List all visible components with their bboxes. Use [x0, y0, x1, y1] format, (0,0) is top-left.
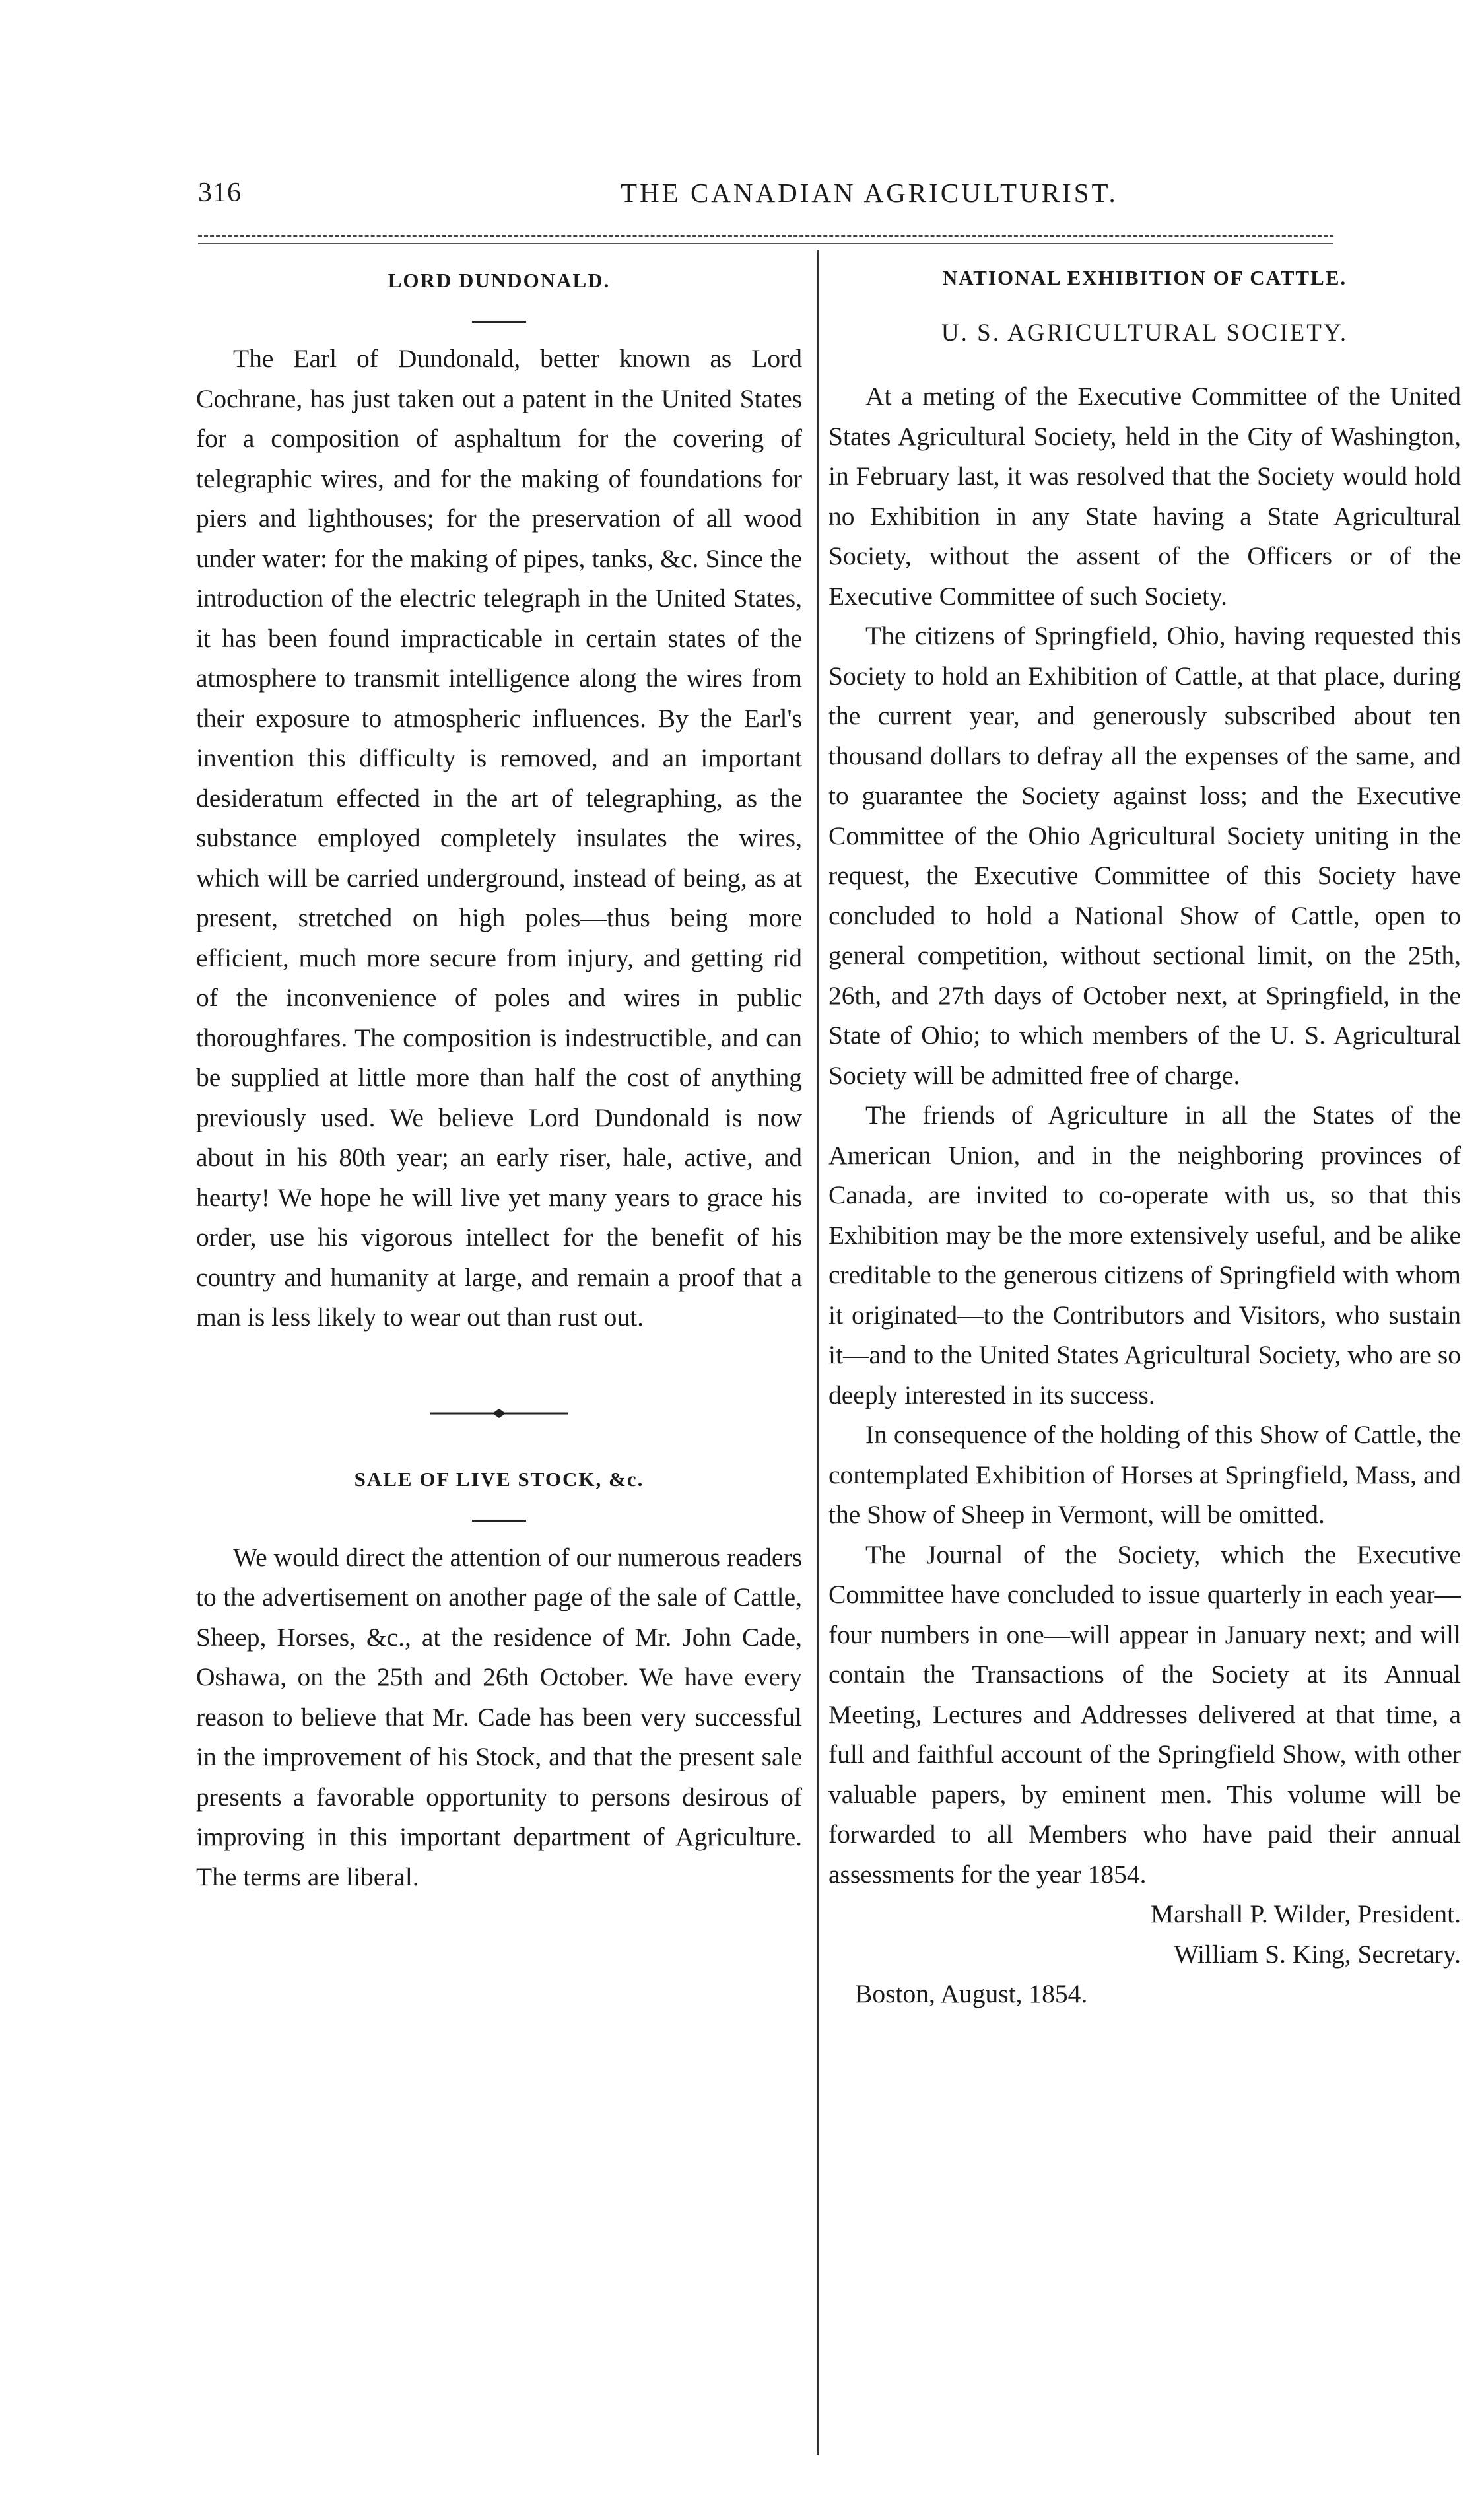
place-date: Boston, August, 1854.	[855, 1979, 1088, 2008]
left-column	[196, 264, 802, 1897]
paragraph-3: The friends of Agriculture in all the States of the American Union, and in the neighboring provinces of Canada, are invited to co-operate with us, so that this Exhibition may be the more extensively useful, and be alike creditable to the generous citizens of Springfield with whom it originated—to the Contributors and Visitors, who sustain it—and to the United States Agricultural Society, who are so deeply interested in its success.	[828, 1101, 1461, 1409]
column-divider	[817, 250, 819, 2455]
page-number: 316	[198, 178, 242, 208]
header-rule-secondary	[198, 243, 1333, 244]
article-body-dundonald: The Earl of Dundonald, better known as Lord Cochrane, has just taken out a patent in the United States for a composition of asphaltum for the covering of telegraphic wires, and for the making of foundations for piers and lighthouses; for the preservation of all wood under water: for the making of pipes, tanks, &c. Since the introduction of the electric telegraph in the United States, it has been found impracticable in certain states of the atmosphere to transmit intelligence along the wires from their exposure to atmospheric influences. By the Earl's invention this difficulty is removed, and an important desideratum effected in the art of telegraphing, as the substance employed completely insulates the wires, which will be carried underground, instead of being, as at present, stretched on high poles—thus being more efficient, much more secure from injury, and getting rid of the inconvenience of poles and wires in public thoroughfares. The composition is indestructible, and can be supplied at little more than half the cost of anything previously used. We believe Lord Dundonald is now about in his 80th year; an early riser, hale, active, and hearty! We hope he will live yet many years to grace his order, use his vigorous intellect for the benefit of his country and humanity at large, and remain a proof that a man is less likely to wear out than rust out.	[196, 344, 802, 1332]
paragraph-4: In consequence of the holding of this Show of Cattle, the contemplated Exhibition of Horses at Springfield, Mass, and the Show of Sheep in Vermont, will be omitted.	[828, 1420, 1461, 1529]
article-title-live-stock: SALE OF LIVE STOCK, &c.	[354, 1467, 644, 1491]
article-body-live-stock: We would direct the attention of our numerous readers to the advertisement on another page of the sale of Cattle, Sheep, Horses, &c., at the residence of Mr. John Cade, Oshawa, on the 25th and 26th October. We have every reason to believe that Mr. Cade has been very successful in the improvement of his Stock, and that the present sale presents a favorable opportunity to persons desirous of improving in this important department of Agriculture. The terms are liberal.	[196, 1542, 802, 1891]
paragraph-5: The Journal of the Society, which the Executive Committee have concluded to issue quarterly in each year—four numbers in one—will appear in January next; and will contain the Transactions of the Society at its Annual Meeting, Lectures and Addresses delivered at that time, a full and faithful account of the Springfield Show, with other valuable papers, by eminent men. This volume will be forwarded to all Members who have paid their annual assessments for the year 1854.	[828, 1540, 1461, 1889]
running-title: THE CANADIAN AGRICULTURIST.	[621, 178, 1118, 208]
article-subtitle-society: U. S. AGRICULTURAL SOCIETY.	[941, 320, 1349, 347]
article-title-national-exhibition: NATIONAL EXHIBITION OF CATTLE.	[942, 266, 1347, 289]
paragraph-1: At a meting of the Executive Committee of the United States Agricultural Society, held in the City of Washington, in February last, it was resolved that the Society would hold no Exhibition in any State having a State Agricultural Society, without the assent of the Officers or of the Executive Committee of such Society.	[828, 382, 1461, 611]
title-rule	[472, 1520, 526, 1522]
page-header	[198, 177, 1333, 223]
ornament-divider	[417, 1404, 582, 1423]
article-title-dundonald: LORD DUNDONALD.	[388, 269, 611, 292]
right-column	[828, 261, 1461, 2014]
title-rule	[472, 321, 526, 323]
paragraph-2: The citizens of Springfield, Ohio, having requested this Society to hold an Exhibition of Cattle, at that place, during the current year, and generously subscribed about ten thousand dollars to defray all the expenses of the same, and to guarantee the Society against loss; and the Executive Committee of the Ohio Agricultural Society uniting in the request, the Executive Committee of this Society have concluded to hold a National Show of Cattle, open to general competition, without sectional limit, on the 25th, 26th, and 27th days of October next, at Springfield, in the State of Ohio; to which members of the U. S. Agricultural Society will be admitted free of charge.	[828, 621, 1461, 1090]
signature-president: Marshall P. Wilder, President.	[1150, 1899, 1461, 1928]
signature-secretary: William S. King, Secretary.	[1174, 1939, 1461, 1969]
header-rule	[198, 235, 1333, 237]
